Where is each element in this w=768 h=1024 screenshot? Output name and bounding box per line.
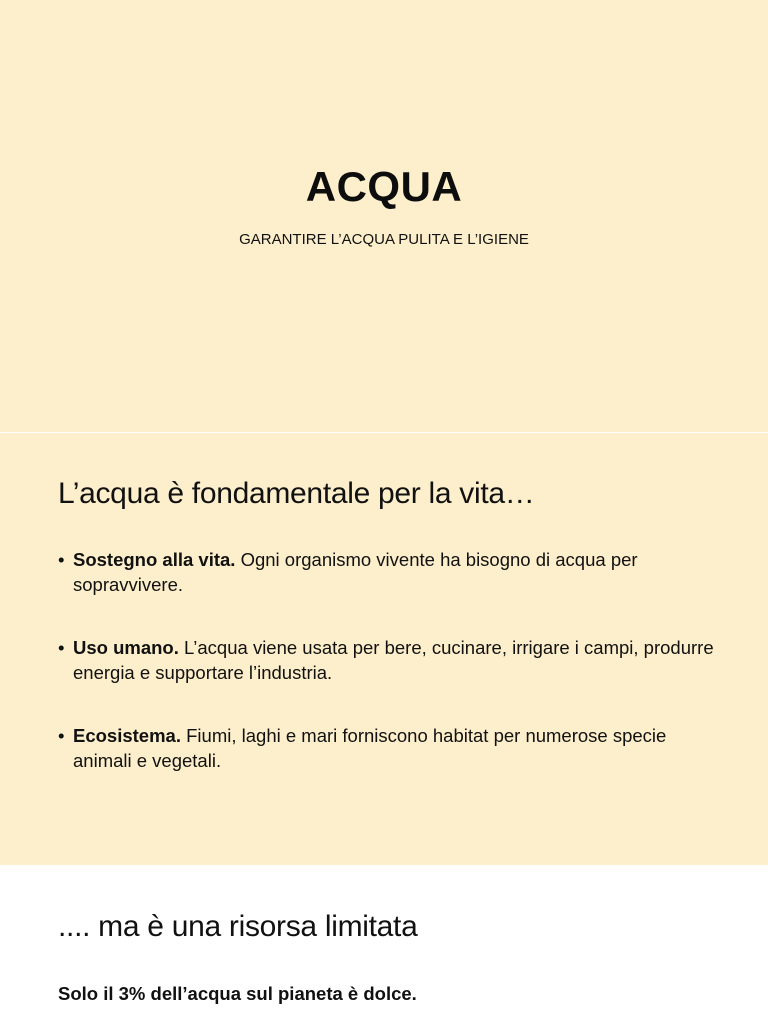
slide-heading: L’acqua è fondamentale per la vita… [58, 477, 535, 510]
title-slide [0, 0, 768, 432]
bullet-list [58, 547, 718, 811]
bullet-item-human-use [58, 635, 718, 685]
bullet-text: Ogni organismo vivente ha bisogno di acqua per sopravvivere. [73, 549, 638, 595]
bullet-title: Ecosistema. [73, 725, 181, 746]
bullet-item-ecosystem [58, 723, 718, 773]
bullet-dot-icon: • [58, 637, 65, 658]
content-slide-limited-resource [0, 866, 768, 1024]
content-slide-importance [0, 433, 768, 865]
bullet-text: Fiumi, laghi e mari forniscono habitat per numerose specie animali e vegetali. [73, 725, 667, 771]
key-statement: Solo il 3% dell’acqua sul pianeta è dolce. [58, 983, 417, 1004]
bullet-title: Sostegno alla vita. [73, 549, 236, 570]
bullet-item-life-support [58, 547, 718, 597]
bullet-dot-icon: • [58, 549, 65, 570]
slide-title: ACQUA [305, 163, 463, 210]
bullet-text: L’acqua viene usata per bere, cucinare, irrigare i campi, produrre energia e supportare l’industria. [73, 637, 714, 683]
slide-heading: .... ma è una risorsa limitata [58, 910, 418, 943]
slide-subtitle: GARANTIRE L’ACQUA PULITA E L’IGIENE [239, 231, 529, 248]
bullet-dot-icon: • [58, 725, 65, 746]
bullet-title: Uso umano. [73, 637, 179, 658]
